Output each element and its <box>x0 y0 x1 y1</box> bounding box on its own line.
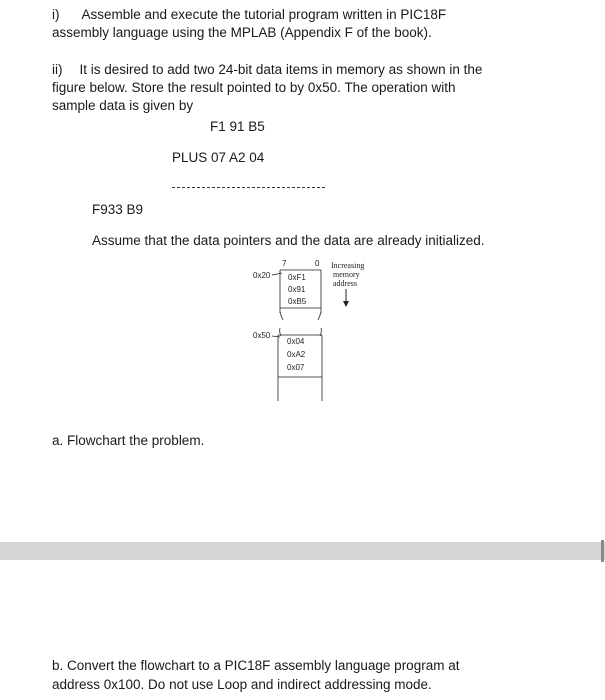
memory-figure <box>238 256 378 406</box>
increasing-address-arrow-icon <box>343 289 349 307</box>
pointer-0x50-arrow <box>272 336 280 337</box>
part-i-text-1: Assemble and execute the tutorial program written in PIC18F <box>81 7 447 22</box>
part-ii-text-1: It is desired to add two 24-bit data items in memory as shown in the <box>79 62 483 77</box>
sum-divider-line <box>172 187 325 188</box>
question-b-line-2: address 0x100. Do not use Loop and indirect addressing mode. <box>52 677 432 692</box>
part-ii-line-1 <box>52 61 482 78</box>
page-separator <box>0 542 605 560</box>
assumption-text: Assume that the data pointers and the data are already initialized. <box>92 233 485 248</box>
pointer-0x20-arrow <box>272 273 282 275</box>
memory-cell-0x22: 0xB5 <box>288 297 307 306</box>
operation-result: F933 B9 <box>92 202 144 217</box>
memory-cell-0x51: 0xA2 <box>287 350 306 359</box>
memory-note-1: Increasing <box>331 261 365 270</box>
question-b-line-1: b. Convert the flowchart to a PIC18F assembly language program at <box>52 658 460 673</box>
part-i-number: i) <box>52 7 60 22</box>
part-ii-text-2: figure below. Store the result pointed to by 0x50. The operation with <box>52 80 456 95</box>
memory-note-3: address <box>333 279 357 288</box>
question-a: a. Flowchart the problem. <box>52 433 205 448</box>
part-ii-text-3: sample data is given by <box>52 98 194 113</box>
memory-cell-0x50: 0x04 <box>287 337 305 346</box>
part-i-text-2: assembly language using the MPLAB (Appendix F of the book). <box>52 25 432 40</box>
memory-cell-0x21: 0x91 <box>288 285 306 294</box>
pointer-0x50-label: 0x50 <box>253 331 271 340</box>
bit-7-label: 7 <box>282 259 287 268</box>
operand-1: F1 91 B5 <box>210 119 265 134</box>
bit-0-label: 0 <box>315 259 320 268</box>
memory-note-2: memory <box>333 270 360 279</box>
memory-cell-0x20: 0xF1 <box>288 273 306 282</box>
operand-2: PLUS 07 A2 04 <box>172 150 265 165</box>
memory-cell-0x52: 0x07 <box>287 363 305 372</box>
part-ii-number: ii) <box>52 62 63 77</box>
scrollbar-edge <box>601 540 604 562</box>
pointer-0x20-label: 0x20 <box>253 271 271 280</box>
part-i-line-1 <box>52 6 446 23</box>
